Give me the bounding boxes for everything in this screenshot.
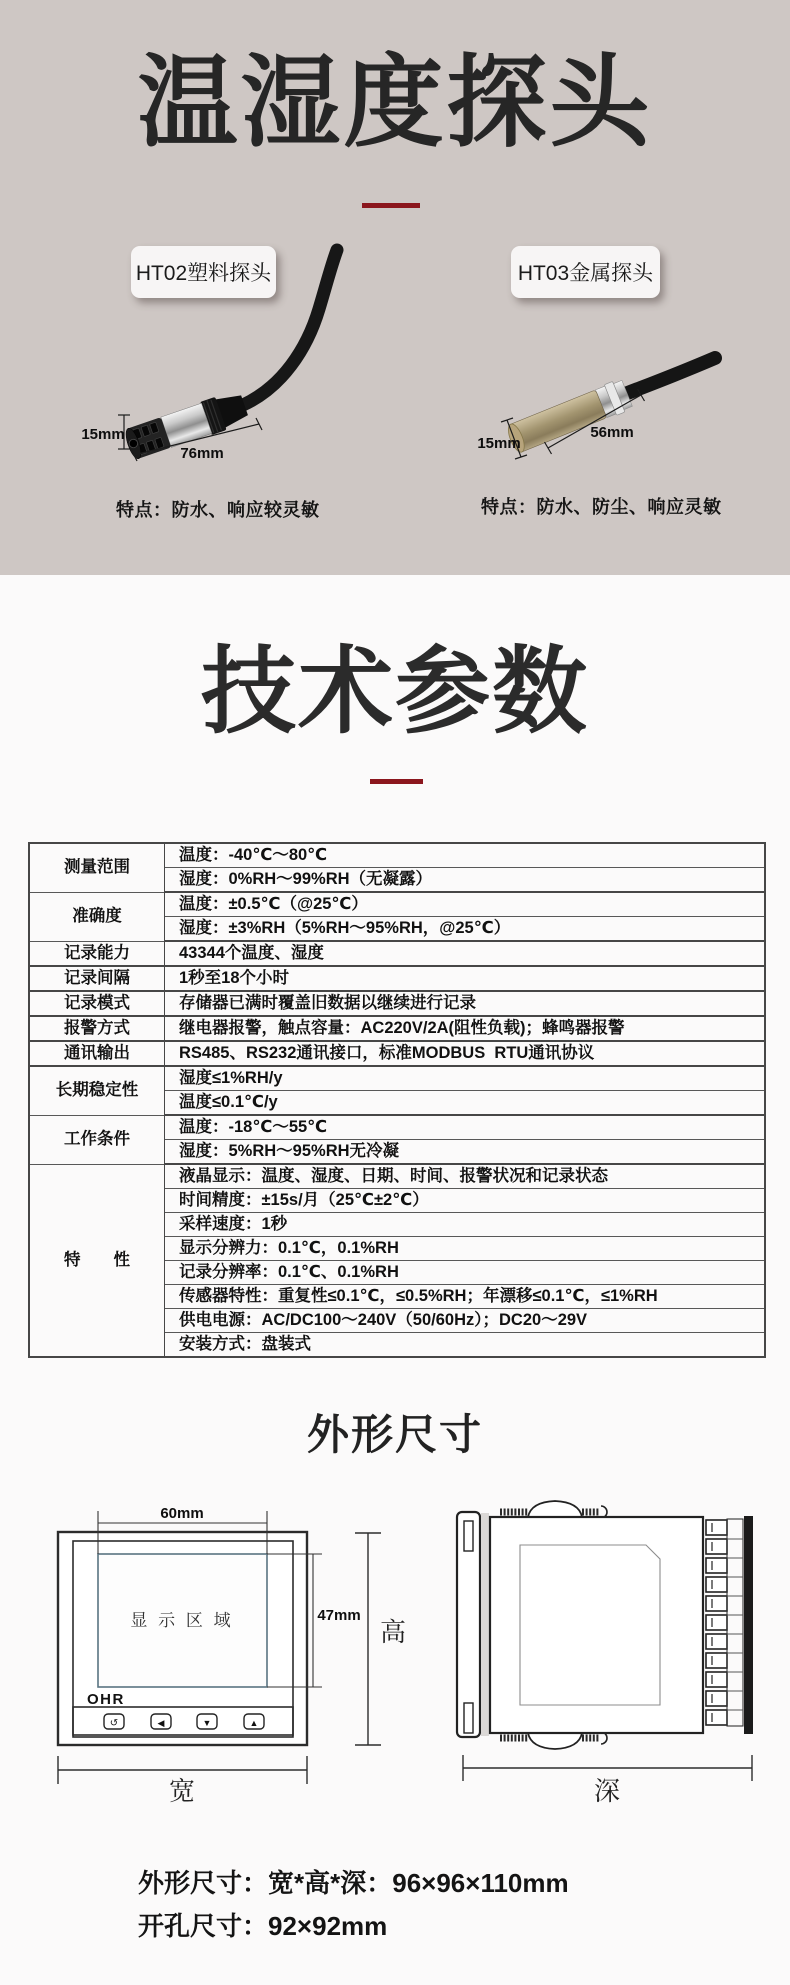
rear-panel-bar <box>744 1516 753 1734</box>
spec-row <box>29 1066 765 1091</box>
ht02-features: 特点：防水、响应较灵敏 <box>116 500 320 520</box>
return-icon: ↺ <box>109 1718 119 1729</box>
spec-category: 记录能力 <box>29 941 165 966</box>
spec-value: 1秒至18个小时 <box>165 966 766 991</box>
probe-ht03-cable <box>625 358 715 394</box>
hero-section <box>0 0 790 575</box>
probe-ht03-badge-label: HT03金属探头 <box>517 262 654 285</box>
spec-value: 液晶显示：温度、湿度、日期、时间、报警状况和记录状态 <box>165 1164 766 1189</box>
probe-ht03-photo <box>477 358 715 459</box>
depth-label: 深 <box>593 1776 621 1806</box>
spec-value: 时间精度：±15s/月（25℃±2℃） <box>165 1189 766 1213</box>
spec-category: 通讯输出 <box>29 1041 165 1066</box>
cutout-size-note: 开孔尺寸：92×92mm <box>138 1911 388 1941</box>
ht03-features: 特点：防水、防尘、响应灵敏 <box>481 497 722 517</box>
specs-title: 技术参数 <box>200 639 589 745</box>
spec-value: 温度：±0.5℃（@25℃） <box>165 892 766 917</box>
overall-size-note: 外形尺寸：宽*高*深：96×96×110mm <box>138 1868 569 1898</box>
dimension-notes <box>138 1862 569 1948</box>
device-body-side <box>490 1517 703 1733</box>
spec-value: 湿度：±3%RH（5%RH～95%RH，@25℃） <box>165 917 766 942</box>
dimension-drawings <box>0 1488 790 1818</box>
spec-row <box>29 941 765 966</box>
spec-value: 记录分辨率：0.1℃、0.1%RH <box>165 1261 766 1285</box>
up-arrow-icon: ▲ <box>249 1718 259 1728</box>
spec-value: 显示分辨力：0.1℃，0.1%RH <box>165 1237 766 1261</box>
probe-photos <box>0 0 790 575</box>
ht02-length-label: 76mm <box>180 445 224 462</box>
probe-ht03-badge <box>511 246 660 298</box>
spec-category: 记录间隔 <box>29 966 165 991</box>
spec-row <box>29 843 765 868</box>
spec-category: 工作条件 <box>29 1115 165 1164</box>
down-arrow-icon: ▼ <box>202 1718 212 1728</box>
spec-value: 存储器已满时覆盖旧数据以继续进行记录 <box>165 991 766 1016</box>
spec-category: 长期稳定性 <box>29 1066 165 1115</box>
spec-row <box>29 1164 765 1189</box>
spec-value: 温度：-18℃～55℃ <box>165 1115 766 1140</box>
display-area-label: 显 示 区 域 <box>130 1611 234 1630</box>
spec-value: 安装方式：盘装式 <box>165 1333 766 1358</box>
spec-row <box>29 892 765 917</box>
spec-value: 温度≤0.1℃/y <box>165 1091 766 1116</box>
spec-category: 报警方式 <box>29 1016 165 1041</box>
spec-value: 采样速度：1秒 <box>165 1213 766 1237</box>
spec-row <box>29 1115 765 1140</box>
spec-value: 传感器特性：重复性≤0.1℃，≤0.5%RH；年漂移≤0.1℃，≤1%RH <box>165 1285 766 1309</box>
spec-value: 温度：-40℃～80℃ <box>165 843 766 868</box>
specs-divider <box>370 779 423 784</box>
probe-ht02-badge <box>131 246 276 298</box>
spec-row <box>29 1041 765 1066</box>
side-view-diagram <box>457 1501 753 1806</box>
spec-row <box>29 966 765 991</box>
height-label: 高 <box>380 1617 407 1647</box>
dimensions-title: 外形尺寸 <box>306 1411 483 1458</box>
spec-row <box>29 1016 765 1041</box>
ht03-length-label: 56mm <box>590 424 634 441</box>
display-width-label: 60mm <box>160 1505 204 1522</box>
spec-category: 记录模式 <box>29 991 165 1016</box>
ht02-diameter-label: 15mm <box>81 426 125 443</box>
spec-row <box>29 991 765 1016</box>
spec-value: RS485、RS232通讯接口，标准MODBUS RTU通讯协议 <box>165 1041 766 1066</box>
left-arrow-icon: ◀ <box>157 1718 165 1728</box>
ht03-diameter-label: 15mm <box>477 435 521 452</box>
spec-value: 43344个温度、湿度 <box>165 941 766 966</box>
specs-table <box>28 842 766 1358</box>
spec-category: 特 性 <box>29 1164 165 1357</box>
spec-category: 测量范围 <box>29 843 165 892</box>
width-label: 宽 <box>168 1776 196 1806</box>
page-title: 温湿度探头 <box>137 47 653 159</box>
front-view-diagram <box>58 1505 406 1806</box>
spec-value: 继电器报警，触点容量：AC220V/2A(阻性负载)；蜂鸣器报警 <box>165 1016 766 1041</box>
probe-ht02-badge-label: HT02塑料探头 <box>135 262 272 285</box>
spec-value: 湿度：5%RH～95%RH无冷凝 <box>165 1140 766 1165</box>
brand-logo: OHR <box>87 1691 125 1708</box>
spec-category: 准确度 <box>29 892 165 941</box>
terminal-comb <box>727 1539 743 1710</box>
terminal-block <box>706 1520 727 1725</box>
display-height-label: 47mm <box>317 1607 361 1624</box>
spec-value: 供电电源：AC/DC100～240V（50/60Hz）；DC20～29V <box>165 1309 766 1333</box>
specs-table-body <box>29 843 765 1357</box>
spec-value: 湿度≤1%RH/y <box>165 1066 766 1091</box>
spec-value: 湿度：0%RH～99%RH（无凝露） <box>165 868 766 893</box>
